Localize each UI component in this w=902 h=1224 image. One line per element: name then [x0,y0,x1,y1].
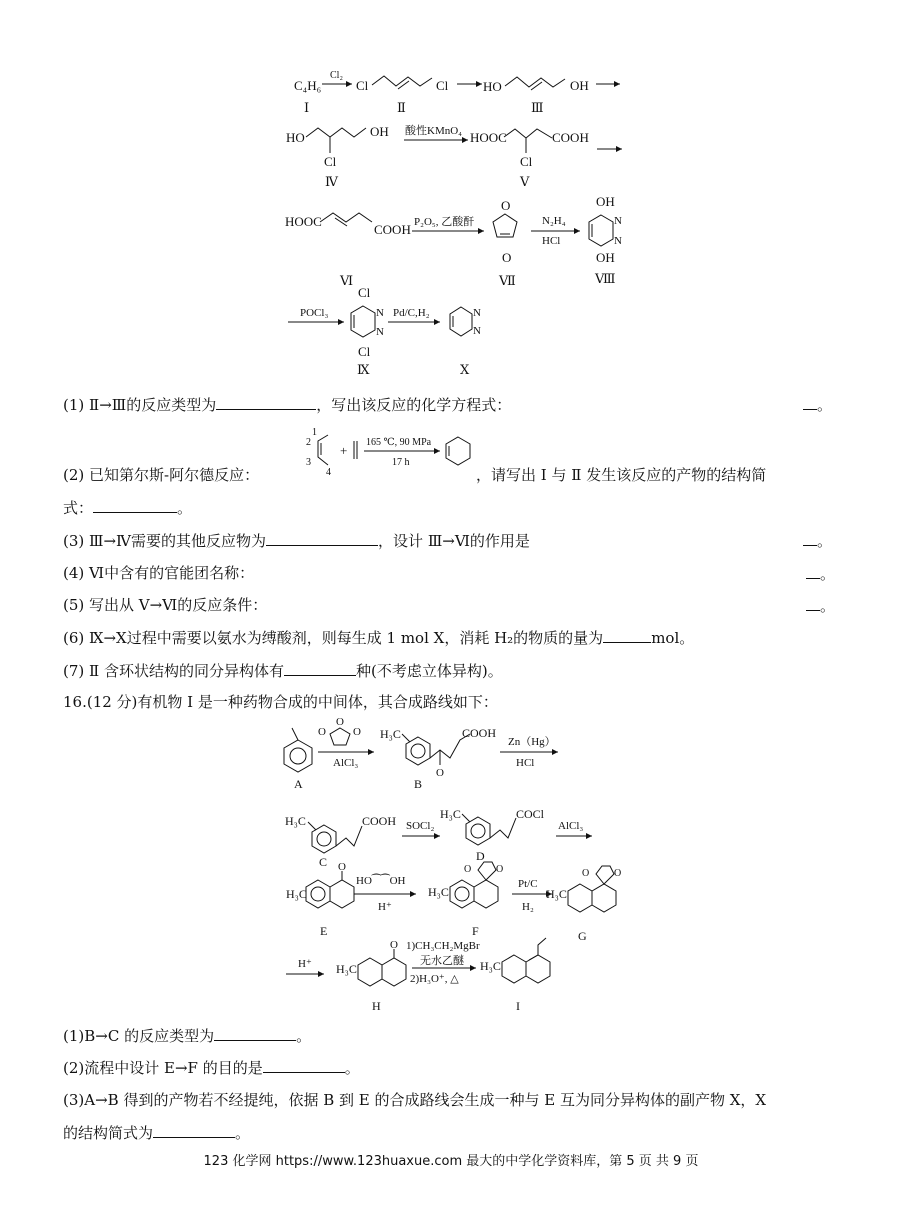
cl-V: Cl [520,154,533,169]
cooh-V: COOH [552,130,589,145]
q15-5: (5) 写出从 Ⅴ→Ⅵ的反应条件： [63,596,268,614]
label-G: G [578,929,587,943]
reagent-hplus: H⁺ [378,901,392,913]
exam-page: C₄H₆ Ⅰ Cl₂ Cl Cl Ⅱ HO OH Ⅲ HO Cl OH Ⅳ 酸性KMnO₄ HOOC Cl COOH Ⅴ HOOC COOH Ⅵ P₂O₅, 乙酸酐 O O Ⅶ N₂H₄ HCl OH N N OH Ⅷ POCl₃ Cl N N Cl Ⅸ Pd/C,H₂ N N Ⅹ (1) Ⅱ→Ⅲ的反应类型为 ，写出该反应的化学方程式： 。 1 2 3 4 + 165 ℃, 90 MPa 17 h (2) 已知第尔斯-阿尔德反应： ，请写出 Ⅰ 与 Ⅱ 发生该反应的产物的结构简 式： 。 (3) Ⅲ→Ⅳ需要的其他反应物为 ，设计 Ⅲ→Ⅵ的作用是 。 (4) Ⅵ中含有的官能团名称： 。 (5) 写出从 Ⅴ→Ⅵ的反应条件： 。 (6) Ⅸ→Ⅹ过程中需要以氨水为缚酸剂，则每生成 1 mol X，消耗 H₂的物质的量为 mol。 (7) Ⅱ 含环状结构的同分异构体有 种(不考虑立体异构)。 16.(12 分)有机物 I 是一种药物合成的中间体，其合成路线如下： A O O O AlCl₃ H₃C O COOH B Zn（Hg） HCl H₃C COOH C SOCl₂ H₃C COCl D AlCl₃ H₃C O E HO⁀⁀OH H⁺ H₃C O O F Pt/C H₂ H₃C O O G H⁺ H₃C O H 1)CH₃CH₂MgBr 无水乙醚 2)H₃O⁺, △ H₃C I (1)B→C 的反应类型为 。 (2)流程中设计 E→F 的目的是 。 (3)A→B 得到的产物若不经提纯，依据 B 到 E 的合成路线会生成一种与 E 互为同分异构体的副产物 X，X 的结构简式为 。 123 化学网 https://www.123huaxue.com 最大的中学化学资料库，第 5 页 共 9 页 [0,0,902,1224]
label-A: A [294,777,303,791]
svg-text:O: O [582,868,590,879]
q16-header: 16.(12 分)有机物 I 是一种药物合成的中间体，其合成路线如下： [63,693,498,711]
ho-III: HO [483,79,502,94]
reagent-kmno4: 酸性KMnO₄ [405,125,463,137]
ho-IV: HO [286,130,305,145]
q15-2c: 式： 。 [63,499,193,517]
reagent-grignard-3: 2)H₃O⁺, △ [410,973,459,985]
q15-2b: ，请写出 Ⅰ 与 Ⅱ 发生该反应的产物的结构简 [476,466,767,484]
svg-text:O: O [353,726,361,738]
reagent-h2: H₂ [522,901,534,913]
q15-1: (1) Ⅱ→Ⅲ的反应类型为 ，写出该反应的化学方程式： [63,396,512,414]
cocl-D: COCl [516,807,545,821]
label-III: Ⅲ [531,100,544,115]
reagent-pdc: Pd/C,H₂ [393,307,430,319]
h3c-D: H₃C [440,807,461,821]
svg-text:O: O [336,716,344,728]
q16-3b: 的结构简式为 。 [63,1124,251,1142]
n-IX-a: N [376,307,384,319]
reagent-cl2: Cl₂ [330,70,343,81]
hooc-V: HOOC [470,130,507,145]
oh-top-VIII: OH [596,194,615,209]
reagent-ptc: Pt/C [518,878,538,890]
h3c-C: H₃C [285,814,306,828]
da-cond-bottom: 17 h [392,457,410,468]
reagent-hcl: HCl [542,235,561,247]
label-IV: Ⅳ [325,174,338,189]
label-F: F [472,924,479,938]
svg-text:O: O [464,864,472,875]
label-II: Ⅱ [397,100,406,115]
label-B: B [414,777,423,791]
diels-alder-equation [304,423,504,483]
n-VIII-b: N [614,235,622,247]
h3c-E: H₃C [286,887,307,901]
label-D: D [476,849,485,863]
page-footer: 123 化学网 https://www.123huaxue.com 最大的中学化学资料库，第 5 页 共 9 页 [203,1154,699,1169]
label-V: Ⅴ [520,174,530,189]
label-E: E [320,924,328,938]
q16-2: (2)流程中设计 E→F 的目的是 。 [63,1059,360,1077]
reagent-p2o5: P₂O₅, 乙酸酐 [414,216,475,228]
svg-text:O: O [318,726,326,738]
synthesis-scheme-15 [0,0,902,385]
reagent-hcl-b: HCl [516,757,535,769]
cooh-B: COOH [462,726,497,740]
o-top-VII: O [501,198,511,213]
o-bottom-VII: O [502,250,512,265]
svg-text:O: O [390,939,398,951]
q15-2a: (2) 已知第尔斯-阿尔德反应： [63,466,260,484]
svg-text:O: O [436,767,444,779]
n-VIII-a: N [614,215,622,227]
h3c-I: H₃C [480,959,501,973]
reagent-pocl3: POCl₃ [300,307,329,319]
compound-I-formula: C₄H₆ [294,78,322,93]
label-I: I [516,999,520,1013]
n-X-b: N [473,325,481,337]
svg-text:O: O [496,864,504,875]
synthesis-scheme-16 [0,712,902,1022]
da-num-1: 1 [312,427,317,438]
da-num-3: 3 [306,457,311,468]
label-I: Ⅰ [304,100,310,115]
cl-bottom-IX: Cl [358,344,371,359]
oh-bottom-VIII: OH [596,250,615,265]
n-X-a: N [473,307,481,319]
cl-top-IX: Cl [358,285,371,300]
reagent-n2h4: N₂H₄ [542,215,566,227]
label-IX: Ⅸ [357,362,370,377]
label-VII: Ⅶ [499,273,516,288]
reagent-alcl3-b: AlCl₃ [558,820,584,832]
cl-right-II: Cl [436,78,449,93]
n-IX-b: N [376,326,384,338]
hooc-VI: HOOC [285,214,322,229]
label-VI: Ⅵ [340,273,354,288]
cooh-VI: COOH [374,222,411,237]
q16-3a: (3)A→B 得到的产物若不经提纯，依据 B 到 E 的合成路线会生成一种与 E 互为同分异构体的副产物 X，X [63,1091,767,1109]
label-C: C [319,855,328,869]
label-VIII: Ⅷ [595,271,616,286]
label-H: H [372,999,381,1013]
h3c-H: H₃C [336,962,357,976]
reagent-hplus-2: H⁺ [298,958,312,970]
q15-7: (7) Ⅱ 含环状结构的同分异构体有 种(不考虑立体异构)。 [63,662,503,680]
reagent-grignard-2: 无水乙醚 [420,955,464,967]
reagent-glycol: HO⁀⁀OH [356,875,406,887]
cooh-C: COOH [362,814,397,828]
q15-4: (4) Ⅵ中含有的官能团名称： [63,564,255,582]
svg-text:O: O [614,868,622,879]
reagent-zn: Zn（Hg） [508,736,556,748]
da-num-4: 4 [326,467,331,478]
reagent-alcl3-a: AlCl₃ [333,757,359,769]
reagent-grignard-1: 1)CH₃CH₂MgBr [406,940,480,952]
oh-IV: OH [370,124,389,139]
cl-IV: Cl [324,154,337,169]
da-cond-top: 165 ℃, 90 MPa [366,437,432,448]
reagent-socl2: SOCl₂ [406,820,435,832]
oh-III: OH [570,78,589,93]
da-plus: + [340,443,348,458]
q16-1: (1)B→C 的反应类型为 。 [63,1027,312,1045]
q15-6: (6) Ⅸ→Ⅹ过程中需要以氨水为缚酸剂，则每生成 1 mol X，消耗 H₂的物质的量为 mol。 [63,629,695,647]
svg-text:O: O [338,861,346,873]
da-num-2: 2 [306,437,311,448]
h3c-B: H₃C [380,727,401,741]
label-X: Ⅹ [460,362,470,377]
q15-3: (3) Ⅲ→Ⅳ需要的其他反应物为 ，设计 Ⅲ→Ⅵ的作用是 [63,532,530,550]
h3c-F: H₃C [428,885,449,899]
h3c-G: H₃C [546,887,567,901]
cl-left-II: Cl [356,78,369,93]
